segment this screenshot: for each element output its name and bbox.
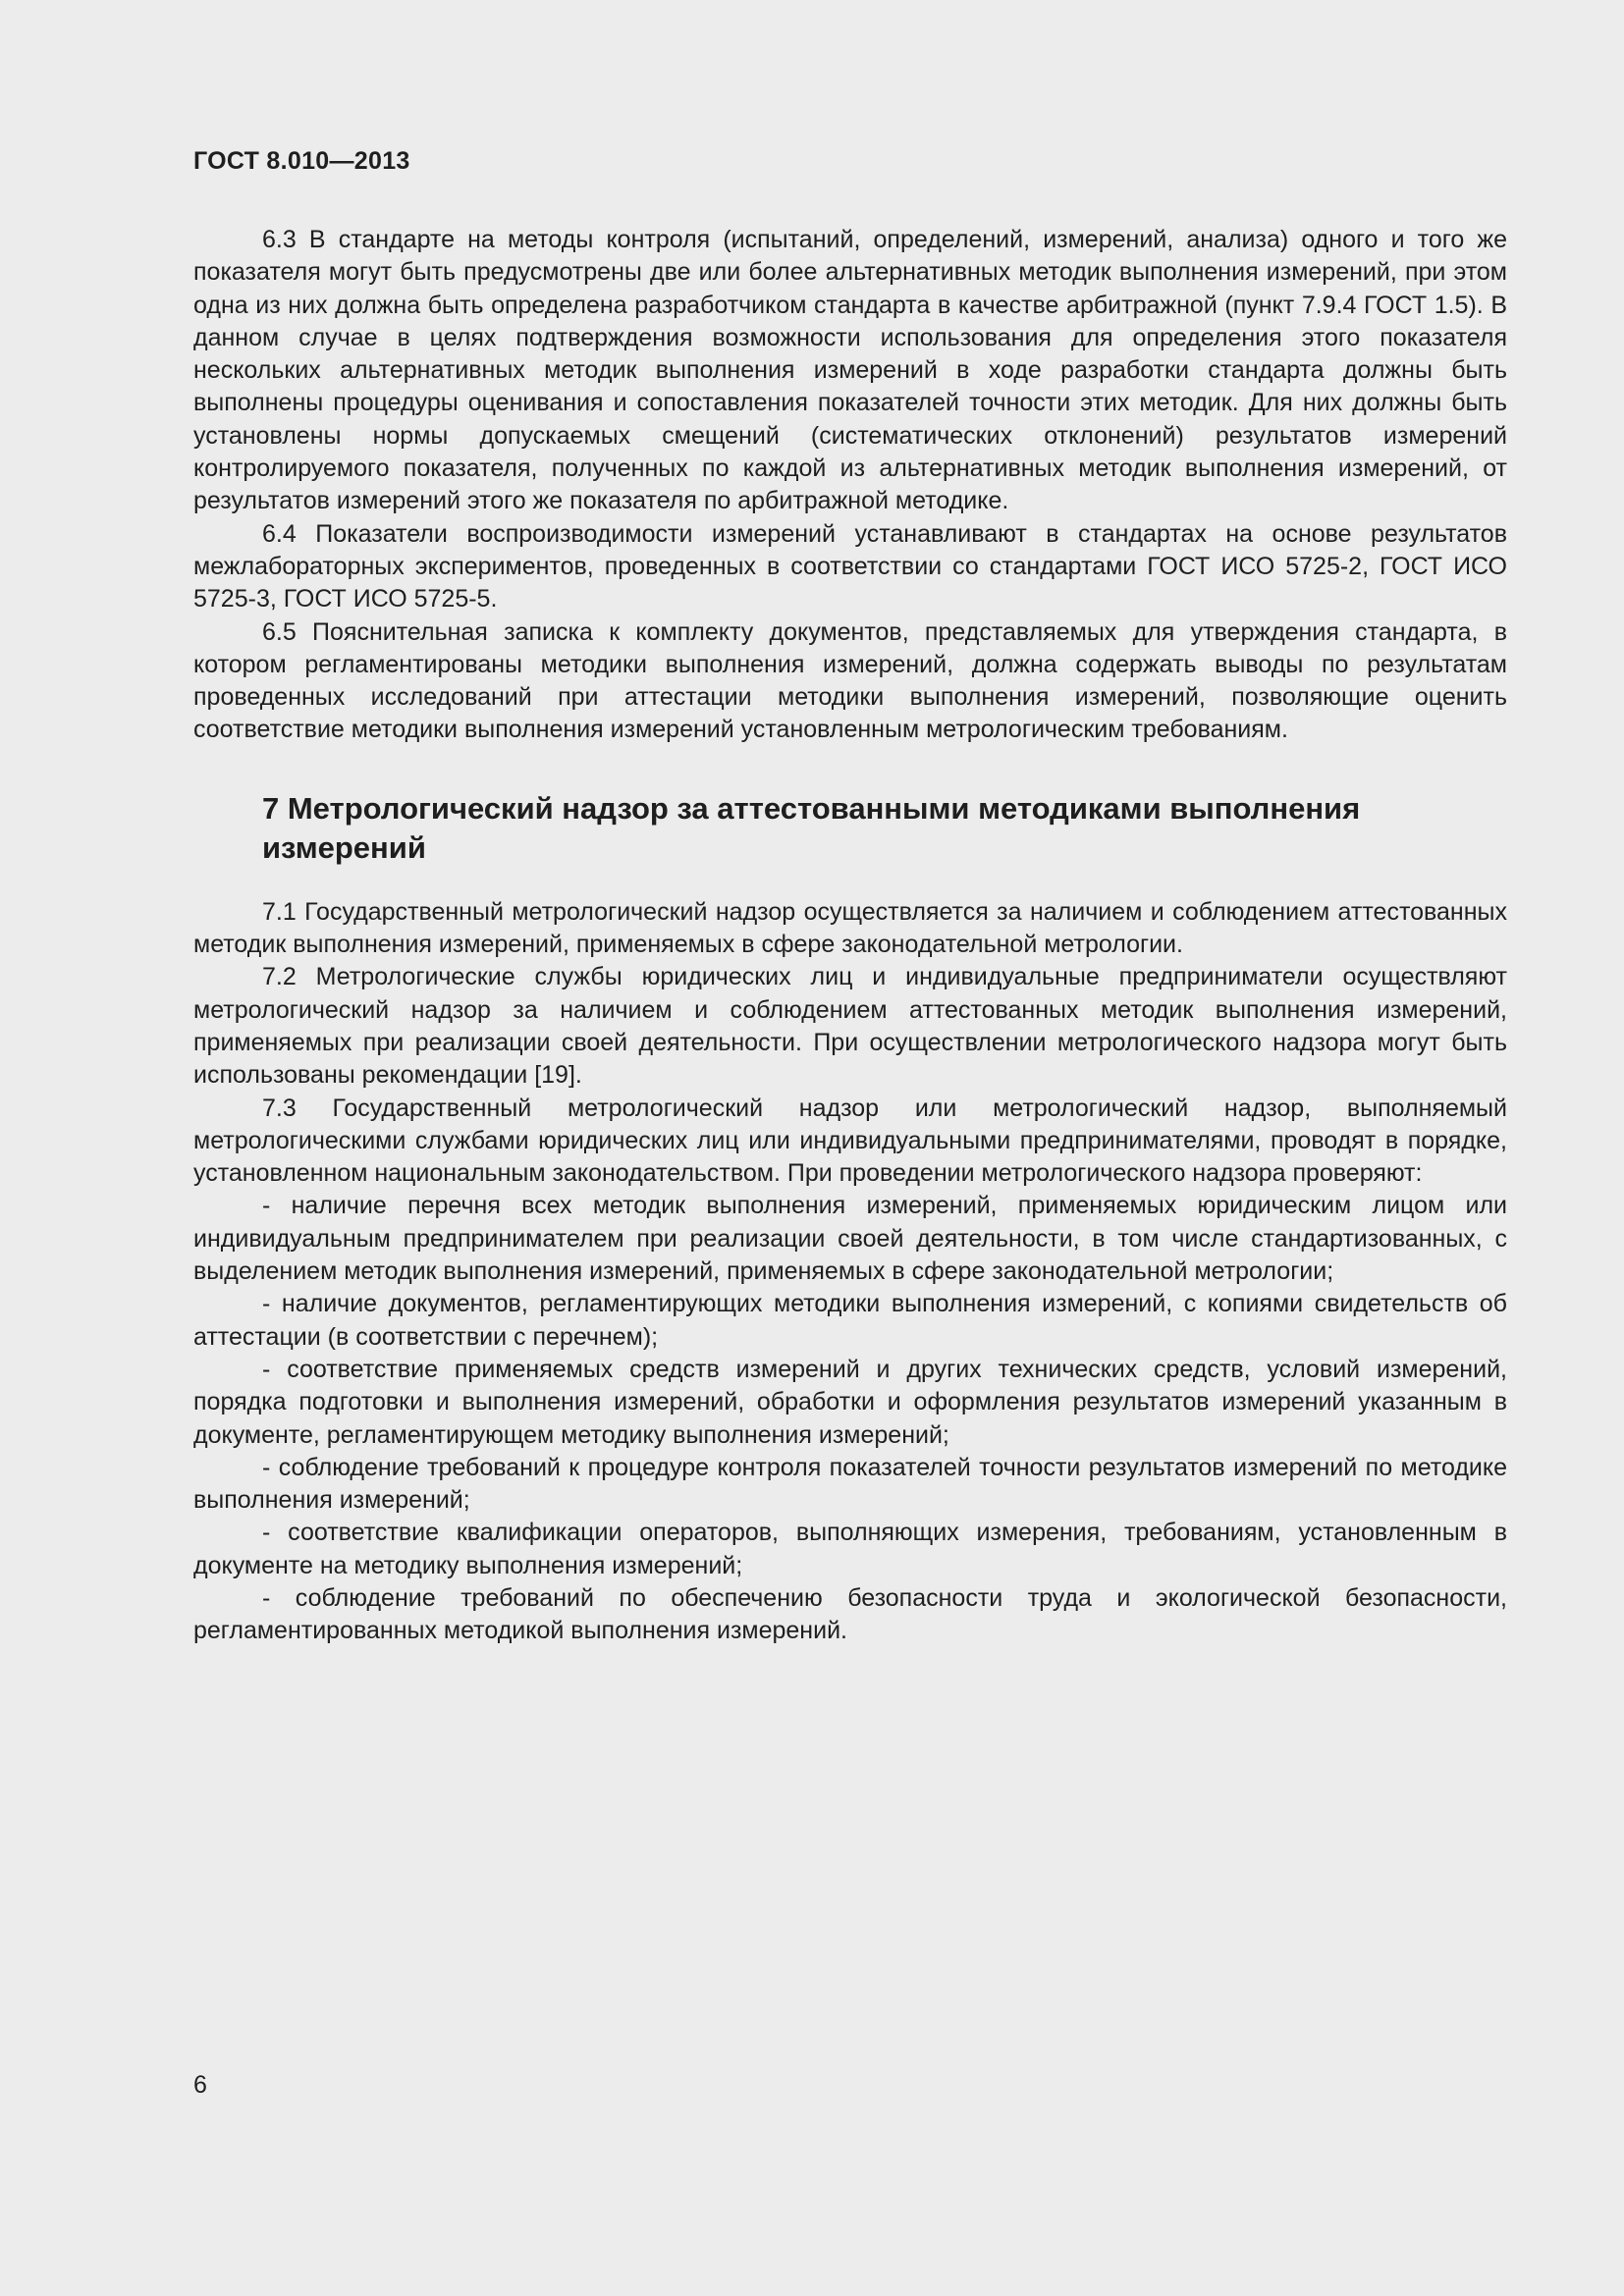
paragraph-7-3: 7.3 Государственный метрологический надзор или метрологический надзор, выполняемый метрологическими службами юридических лиц или индивидуальными предпринимателями, проводят в порядке, установленном национальным законодательством. При проведении метрологического надзора проверяют: [193, 1094, 1507, 1188]
paragraph-7-2: 7.2 Метрологические службы юридических лиц и индивидуальные предприниматели осуществляют метрологический надзор за наличием и соблюдением аттестованных методик выполнения измерений, применяемых при реализации своей деятельности. При осуществлении метрологического надзора могут быть использованы рекомендации [19]. [193, 963, 1507, 1090]
standard-header: ГОСТ 8.010—2013 [193, 147, 410, 175]
list-item: - соблюдение требований по обеспечению безопасности труда и экологической безопасности, регламентированных методикой выполнения измерений. [193, 1583, 1507, 1645]
paragraph-7-1: 7.1 Государственный метрологический надзор осуществляется за наличием и соблюдением аттестованных методик выполнения измерений, применяемых в сфере законодательной метрологии. [193, 897, 1507, 959]
list-item: - наличие перечня всех методик выполнения измерений, применяемых юридическим лицом или индивидуальным предпринимателем при реализации своей деятельности, в том числе стандартизованных, с выделением методик выполнения измерений, применяемых в сфере законодательной метрологии; [193, 1192, 1507, 1286]
document-body [193, 224, 1507, 1648]
list-item: - наличие документов, регламентирующих методики выполнения измерений, с копиями свидетельств об аттестации (в соответствии с перечнем); [193, 1290, 1507, 1351]
list-item: - соответствие квалификации операторов, выполняющих измерения, требованиям, установленным в документе на методику выполнения измерений; [193, 1519, 1507, 1579]
paragraph-6-5: 6.5 Пояснительная записка к комплекту документов, представляемых для утверждения стандарта, в котором регламентированы методики выполнения измерений, должна содержать выводы по результатам проведенных исследований при аттестации методики выполнения измерений, позволяющие оценить соответствие методики выполнения измерений установленным метрологическим требованиям. [193, 617, 1507, 744]
list-item: - соответствие применяемых средств измерений и других технических средств, условий измерений, порядка подготовки и выполнения измерений, обработки и оформления результатов измерений указанным в документе, регламентирующем методику выполнения измерений; [193, 1355, 1507, 1449]
paragraph-6-3: 6.3 В стандарте на методы контроля (испытаний, определений, измерений, анализа) одного и того же показателя могут быть предусмотрены две или более альтернативных методик выполнения измерений, при этом одна из них должна быть определена разработчиком стандарта в качестве арбитражной (пункт 7.9.4 ГОСТ 1.5). В данном случае в целях подтверждения возможности использования для определения этого показателя нескольких альтернативных методик выполнения измерений в ходе разработки стандарта должны быть выполнены процедуры оценивания и сопоставления показателей точности этих методик. Для них должны быть установлены нормы допускаемых смещений (систематических отклонений) результатов измерений контролируемого показателя, полученных по каждой из альтернативных методик выполнения измерений, от результатов измерений этого же показателя по арбитражной методике. [193, 226, 1507, 515]
page-number: 6 [193, 2071, 207, 2099]
paragraph-6-4: 6.4 Показатели воспроизводимости измерений устанавливают в стандартах на основе результатов межлабораторных экспериментов, проведенных в соответствии со стандартами ГОСТ ИСО 5725-2, ГОСТ ИСО 5725-3, ГОСТ ИСО 5725-5. [193, 519, 1507, 614]
section-7-title: 7 Метрологический надзор за аттестованными методиками выполнения измерений [262, 790, 1361, 865]
list-item: - соблюдение требований к процедуре контроля показателей точности результатов измерений по методике выполнения измерений; [193, 1453, 1507, 1515]
